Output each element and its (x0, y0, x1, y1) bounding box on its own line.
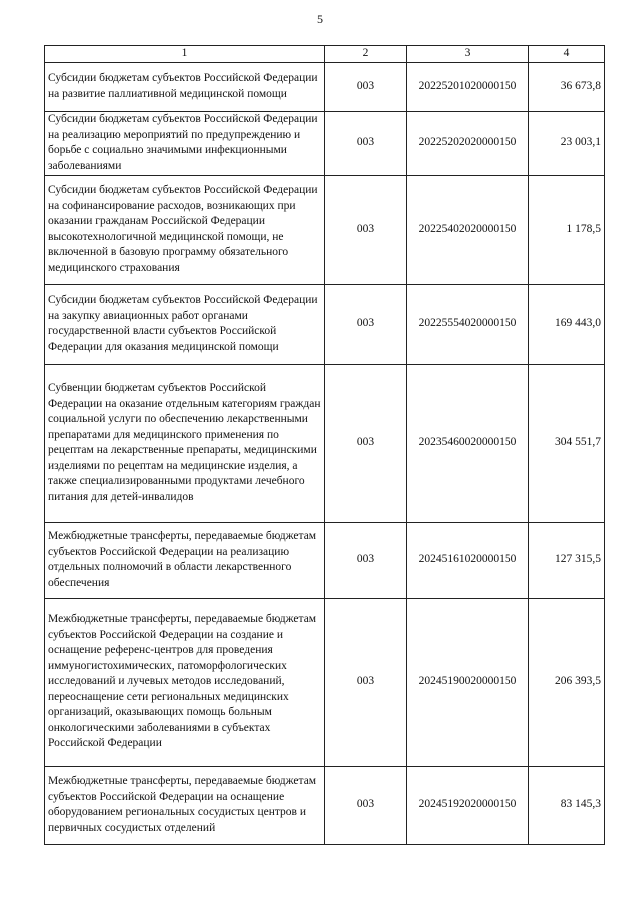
admin-code-cell: 003 (325, 175, 407, 284)
amount-cell: 83 145,3 (529, 766, 605, 844)
admin-code-cell: 003 (325, 766, 407, 844)
budget-code-cell: 20225201020000150 (407, 62, 529, 111)
budget-code-cell: 20245192020000150 (407, 766, 529, 844)
header-row (45, 46, 605, 63)
amount-cell: 23 003,1 (529, 111, 605, 175)
description-cell: Субсидии бюджетам субъектов Российской Федерации на реализацию мероприятий по предупреждению и борьбе с социально значимыми инфекционными заболеваниями (45, 111, 325, 175)
admin-code-cell: 003 (325, 364, 407, 522)
table-row (45, 766, 605, 844)
admin-code-cell: 003 (325, 522, 407, 598)
amount-cell: 36 673,8 (529, 62, 605, 111)
table-row (45, 62, 605, 111)
column-header-2: 2 (325, 46, 407, 63)
table-row (45, 175, 605, 284)
budget-code-cell: 20245190020000150 (407, 598, 529, 766)
budget-code-cell: 20225554020000150 (407, 284, 529, 364)
description-cell: Межбюджетные трансферты, передаваемые бюджетам субъектов Российской Федерации на создание и оснащение референс-центров для проведения иммуногистохимических, патоморфологических исследований и лучевых методов исследований, переоснащение сети региональных медицинских организаций, оказывающих помощь больным онкологическими заболеваниями в субъектах Российской Федерации (45, 598, 325, 766)
budget-table (44, 45, 605, 845)
column-header-4: 4 (529, 46, 605, 63)
admin-code-cell: 003 (325, 62, 407, 111)
description-cell: Межбюджетные трансферты, передаваемые бюджетам субъектов Российской Федерации на реализацию отдельных полномочий в области лекарственного обеспечения (45, 522, 325, 598)
page-number: 5 (317, 12, 323, 26)
amount-cell: 127 315,5 (529, 522, 605, 598)
description-cell: Субсидии бюджетам субъектов Российской Федерации на софинансирование расходов, возникающих при оказании гражданам Российской Федерации высокотехнологичной медицинской помощи, не включенной в базовую программу обязательного медицинского страхования (45, 175, 325, 284)
description-cell: Межбюджетные трансферты, передаваемые бюджетам субъектов Российской Федерации на оснащение оборудованием региональных сосудистых центров и первичных сосудистых отделений (45, 766, 325, 844)
admin-code-cell: 003 (325, 111, 407, 175)
table-row (45, 284, 605, 364)
description-cell: Субсидии бюджетам субъектов Российской Федерации на развитие паллиативной медицинской помощи (45, 62, 325, 111)
admin-code-cell: 003 (325, 284, 407, 364)
table-row (45, 598, 605, 766)
column-header-3: 3 (407, 46, 529, 63)
amount-cell: 169 443,0 (529, 284, 605, 364)
description-cell: Субвенции бюджетам субъектов Российской Федерации на оказание отдельным категориям граждан социальной услуги по обеспечению лекарственными препаратами для медицинского применения по рецептам на лекарственные препараты, медицинскими изделиями по рецептам на медицинские изделия, а также специализированными продуктами лечебного питания для детей-инвалидов (45, 364, 325, 522)
table-row (45, 522, 605, 598)
amount-cell: 1 178,5 (529, 175, 605, 284)
budget-code-cell: 20235460020000150 (407, 364, 529, 522)
column-header-1: 1 (45, 46, 325, 63)
table-row (45, 364, 605, 522)
description-cell: Субсидии бюджетам субъектов Российской Федерации на закупку авиационных работ органами государственной власти субъектов Российской Федерации для оказания медицинской помощи (45, 284, 325, 364)
admin-code-cell: 003 (325, 598, 407, 766)
amount-cell: 206 393,5 (529, 598, 605, 766)
budget-code-cell: 20245161020000150 (407, 522, 529, 598)
amount-cell: 304 551,7 (529, 364, 605, 522)
budget-code-cell: 20225402020000150 (407, 175, 529, 284)
budget-code-cell: 20225202020000150 (407, 111, 529, 175)
table-row (45, 111, 605, 175)
